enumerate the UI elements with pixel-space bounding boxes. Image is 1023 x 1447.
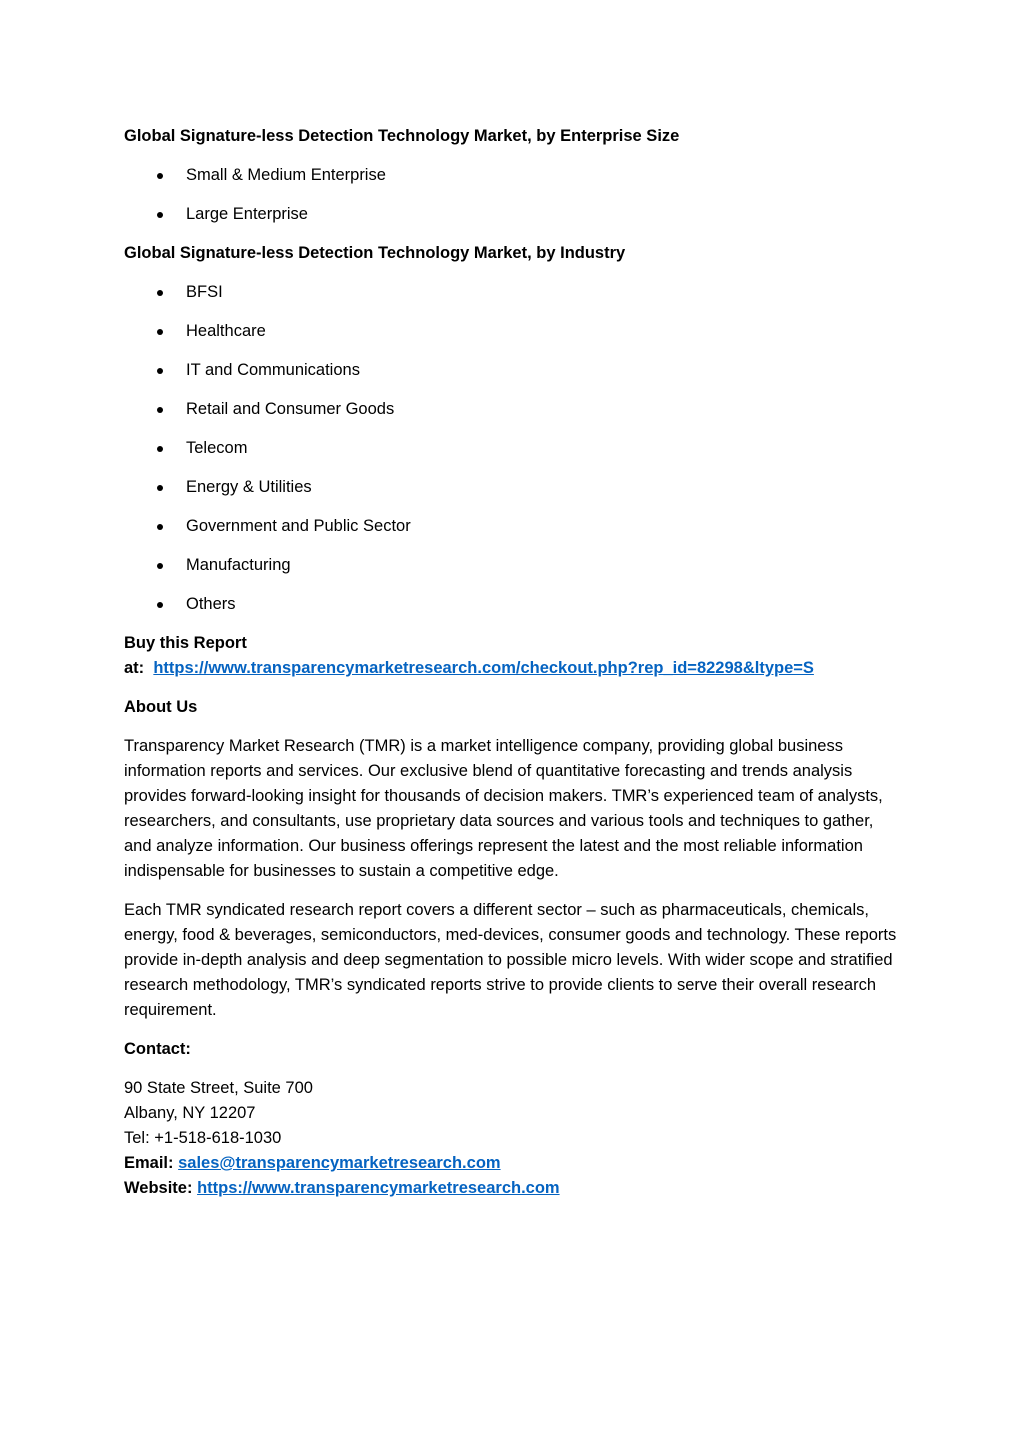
list-item-label: BFSI (186, 283, 223, 301)
list-item (124, 358, 900, 383)
buy-report-block (124, 631, 900, 681)
bullet-icon (157, 446, 163, 452)
bullet-icon (157, 173, 163, 179)
list-item (124, 163, 900, 188)
about-us-heading: About Us (124, 698, 198, 716)
website-link[interactable]: https://www.transparencymarketresearch.com (197, 1179, 560, 1197)
list-item-label: Retail and Consumer Goods (186, 400, 395, 418)
bullet-icon (157, 602, 163, 608)
website-line (124, 1176, 900, 1201)
list-item (124, 280, 900, 305)
bullet-icon (157, 485, 163, 491)
list-item-label: Telecom (186, 439, 248, 457)
list-item-label: Large Enterprise (186, 205, 308, 223)
list-item (124, 436, 900, 461)
bullet-icon (157, 407, 163, 413)
buy-report-label: Buy this Report (124, 634, 247, 652)
email-link[interactable]: sales@transparencymarketresearch.com (178, 1154, 501, 1172)
telephone: Tel: +1-518-618-1030 (124, 1129, 282, 1147)
email-label: Email: (124, 1154, 174, 1172)
list-item (124, 202, 900, 227)
buy-report-link[interactable]: https://www.transparencymarketresearch.com/checkout.php?rep_id=82298&ltype=S (153, 659, 814, 677)
list-item-label: Others (186, 595, 236, 613)
bullet-icon (157, 368, 163, 374)
list-item-label: Healthcare (186, 322, 266, 340)
bullet-icon (157, 290, 163, 296)
list-item-label: Government and Public Sector (186, 517, 411, 535)
list-item (124, 553, 900, 578)
address-line-1: 90 State Street, Suite 700 (124, 1079, 313, 1097)
buy-report-line (124, 656, 900, 681)
list-item-label: Energy & Utilities (186, 478, 312, 496)
list-item (124, 397, 900, 422)
list-item-label: IT and Communications (186, 361, 360, 379)
list-item (124, 592, 900, 617)
contact-block (124, 1076, 900, 1201)
bullet-icon (157, 524, 163, 530)
industry-list (124, 280, 900, 617)
buy-report-at-label: at: (124, 659, 145, 677)
bullet-icon (157, 212, 163, 218)
list-item (124, 475, 900, 500)
industry-heading: Global Signature-less Detection Technology Market, by Industry (124, 244, 626, 262)
list-item (124, 514, 900, 539)
document-page (124, 124, 900, 1201)
website-label: Website: (124, 1179, 193, 1197)
list-item-label: Manufacturing (186, 556, 291, 574)
bullet-icon (157, 329, 163, 335)
enterprise-size-heading: Global Signature-less Detection Technology Market, by Enterprise Size (124, 127, 680, 145)
bullet-icon (157, 563, 163, 569)
list-item-label: Small & Medium Enterprise (186, 166, 386, 184)
address-line-2: Albany, NY 12207 (124, 1104, 256, 1122)
about-paragraph-1: Transparency Market Research (TMR) is a market intelligence company, providing global business information reports and services. Our exclusive blend of quantitative forecasting and trends analysis provides forward-looking insight for thousands of decision makers. TMR’s experienced team of analysts, researchers, and consultants, use proprietary data sources and various tools and techniques to gather, and analyze information. Our business offerings represent the latest and the most reliable information indispensable for businesses to sustain a competitive edge. (124, 737, 883, 880)
list-item (124, 319, 900, 344)
about-paragraph-2: Each TMR syndicated research report covers a different sector – such as pharmaceuticals, chemicals, energy, food & beverages, semiconductors, med-devices, consumer goods and technology. These reports provide in-depth analysis and deep segmentation to possible micro levels. With wider scope and stratified research methodology, TMR’s syndicated reports strive to provide clients to serve their overall research requirement. (124, 901, 897, 1019)
enterprise-size-list (124, 163, 900, 227)
email-line (124, 1151, 900, 1176)
contact-heading: Contact: (124, 1040, 191, 1058)
